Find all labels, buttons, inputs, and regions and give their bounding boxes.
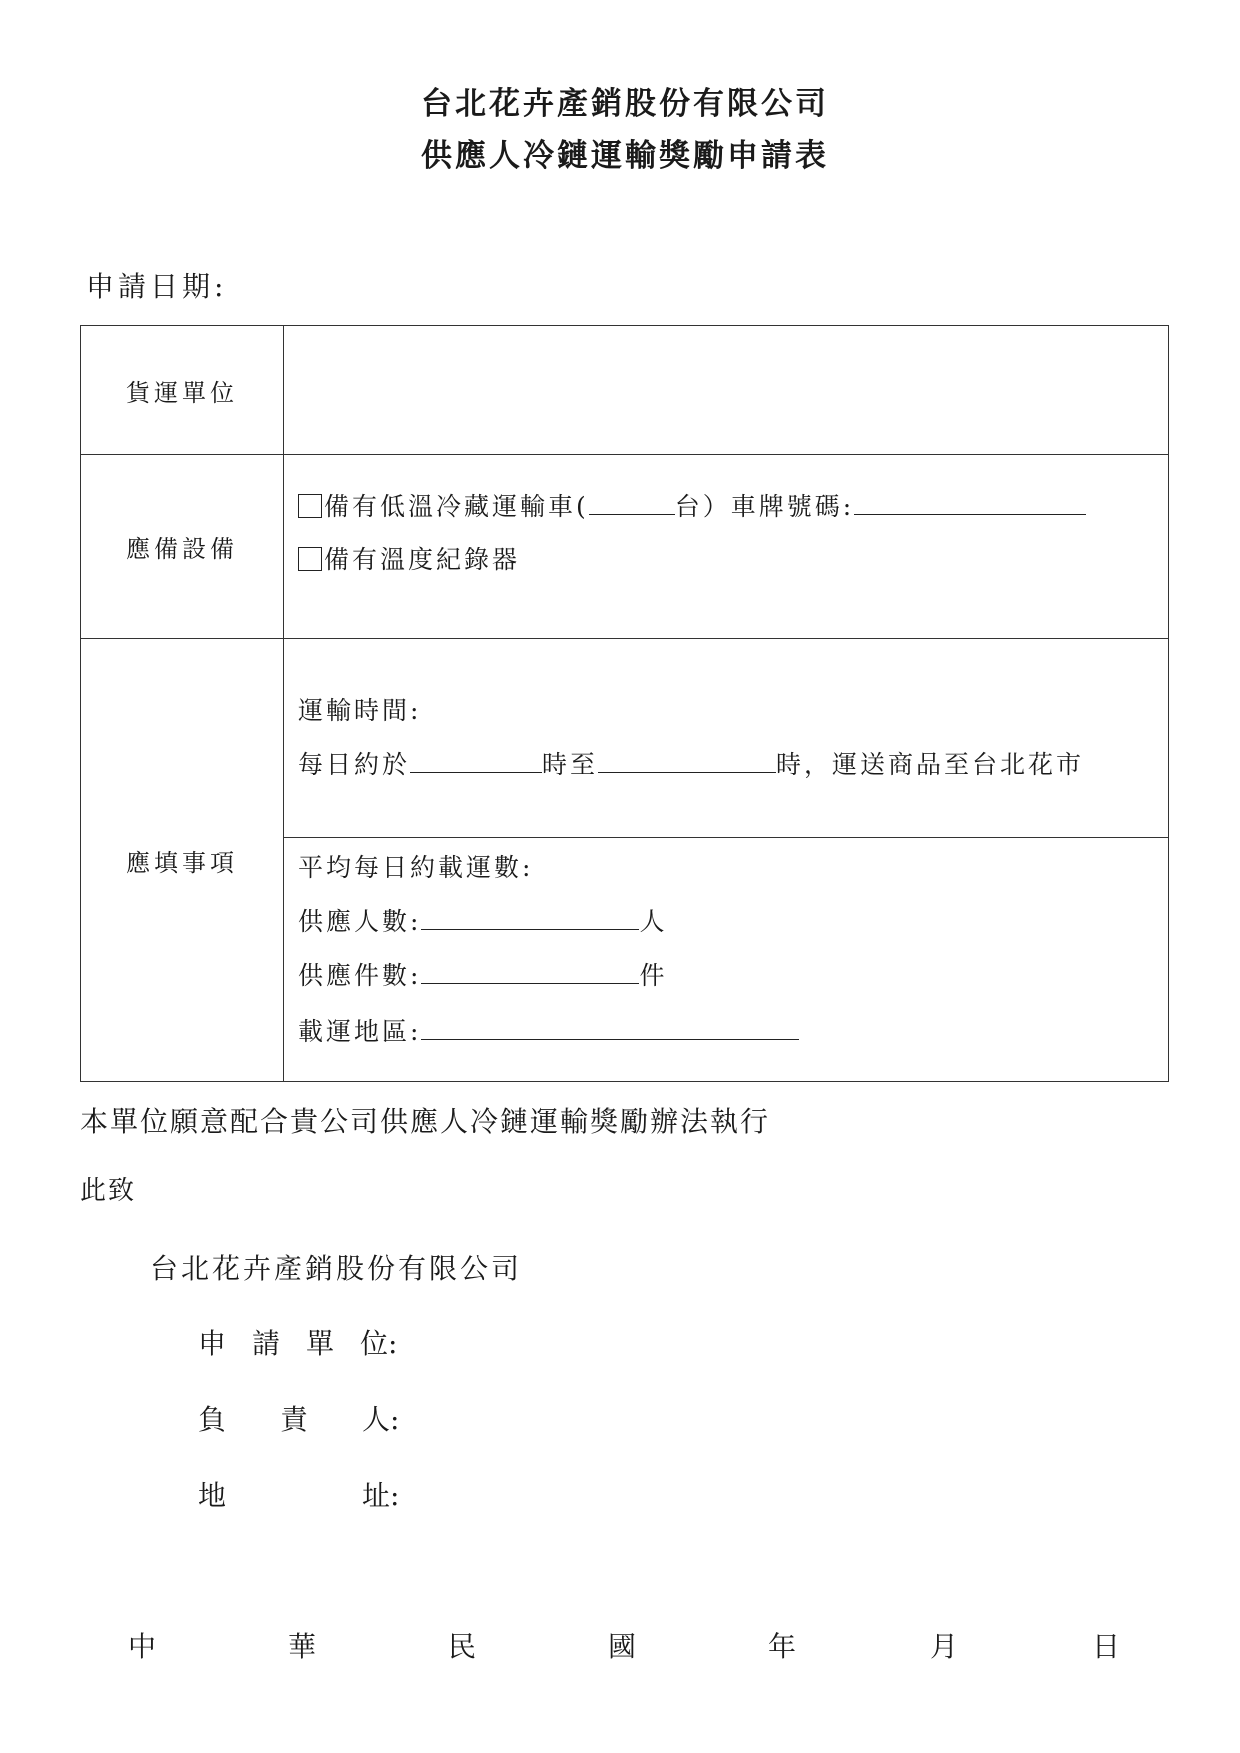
closing-salutation: 此致 — [80, 1176, 137, 1206]
agreement-statement: 本單位願意配合貴公司供應人冷鏈運輸獎勵辦法執行 — [80, 1105, 771, 1138]
truck-count-blank[interactable] — [589, 490, 675, 515]
application-table — [80, 325, 1169, 1082]
plate-number-blank[interactable] — [854, 490, 1086, 515]
transport-time-label: 運輸時間: — [298, 696, 422, 725]
end-hour-blank[interactable] — [598, 748, 776, 773]
recipient-company: 台北花卉產銷股份有限公司 — [150, 1252, 523, 1285]
daily-schedule-line: 每日約於 時至 時，運送商品至台北花市 — [298, 750, 1085, 779]
required-items-cell — [284, 639, 1169, 1082]
suppliers-blank[interactable] — [421, 905, 639, 930]
form-title: 供應人冷鏈運輸獎勵申請表 — [421, 138, 829, 174]
date-char-month: 月 — [930, 1630, 959, 1663]
application-date-label: 申請日期: — [86, 270, 228, 303]
start-hour-blank[interactable] — [410, 748, 542, 773]
date-char-hua: 華 — [288, 1630, 317, 1663]
avg-daily-label: 平均每日約載運數: — [298, 853, 534, 882]
shipping-unit-field[interactable] — [284, 326, 1169, 455]
applicant-unit-label: 申 請 單 位: — [198, 1327, 398, 1360]
date-char-year: 年 — [768, 1630, 797, 1663]
recorder-checkbox[interactable] — [298, 547, 322, 571]
suppliers-line: 供應人數: 人 — [298, 907, 668, 936]
date-char-min: 民 — [448, 1630, 477, 1663]
responsible-person-label: 負 責 人: — [198, 1403, 400, 1436]
required-items-label: 應填事項 — [81, 639, 284, 1082]
date-char-zhong: 中 — [128, 1630, 157, 1663]
company-title: 台北花卉產銷股份有限公司 — [421, 86, 829, 122]
date-char-day: 日 — [1092, 1630, 1121, 1663]
pieces-blank[interactable] — [421, 959, 639, 984]
pieces-line: 供應件數: 件 — [298, 961, 668, 990]
address-label: 地 址: — [198, 1479, 400, 1512]
area-line: 載運地區: — [298, 1012, 799, 1048]
area-blank[interactable] — [421, 1015, 799, 1040]
date-char-guo: 國 — [608, 1630, 637, 1663]
equipment-label: 應備設備 — [81, 455, 284, 639]
equipment-cell — [284, 455, 1169, 639]
shipping-unit-label: 貨運單位 — [81, 326, 284, 455]
equipment-item-recorder: 備有溫度紀錄器 — [298, 540, 520, 576]
truck-checkbox[interactable] — [298, 494, 322, 518]
equipment-item-truck: 備有低溫冷藏運輸車( 台）車牌號碼: — [298, 487, 1086, 523]
